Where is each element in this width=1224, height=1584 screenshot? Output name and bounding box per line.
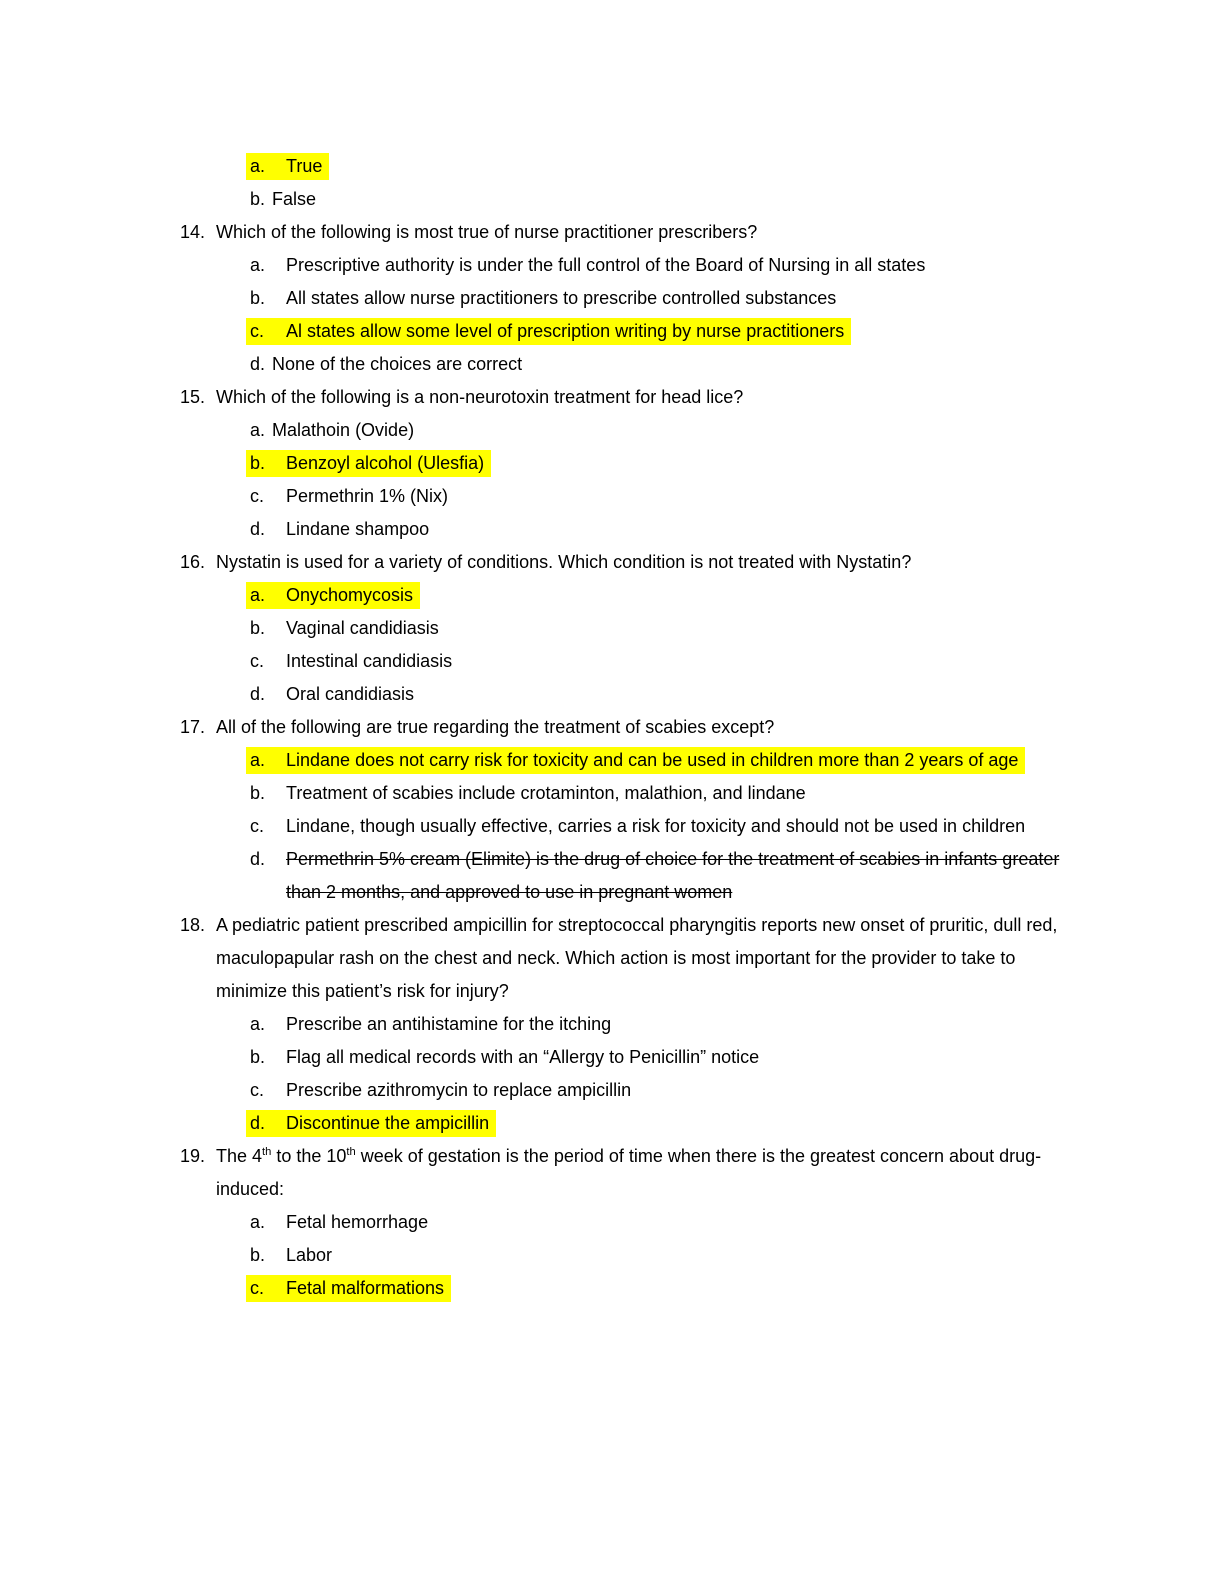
option-letter: a. [250, 585, 266, 605]
superscript-text: th [346, 1146, 356, 1158]
answer-inner [250, 618, 439, 638]
option-letter: b. [250, 453, 266, 473]
option-letter: b. [250, 618, 266, 638]
question-block [180, 381, 1060, 546]
question-text-segment: to the 10 [271, 1146, 347, 1166]
answer-option [250, 843, 1060, 909]
question-text-segment: The 4 [216, 1146, 263, 1166]
options-list [250, 1008, 1060, 1140]
question-number: 16. [180, 552, 206, 572]
answer-option [250, 1239, 1060, 1272]
option-text: Fetal hemorrhage [286, 1212, 429, 1232]
answer-inner [250, 1014, 611, 1034]
option-letter: d. [250, 1113, 266, 1133]
option-letter: a. [250, 1212, 266, 1232]
answer-inner [250, 1245, 332, 1265]
answer-option [250, 348, 1060, 381]
question-line [180, 711, 1060, 744]
answer-option [250, 579, 1060, 612]
answer-inner [250, 354, 522, 374]
question-text [216, 216, 1060, 249]
option-text: None of the choices are correct [272, 354, 523, 374]
option-text: Prescribe an antihistamine for the itching [286, 1014, 612, 1034]
question-block [180, 1140, 1060, 1305]
answer-inner [250, 783, 806, 803]
answer-inner [250, 189, 316, 209]
answer-inner [250, 1212, 428, 1232]
option-letter: d. [250, 684, 266, 704]
answer-inner [250, 684, 414, 704]
question-line [180, 909, 1060, 1008]
answer-option [250, 1107, 1060, 1140]
option-text: Treatment of scabies include crotaminton, malathion, and lindane [286, 783, 806, 803]
question-line [180, 1140, 1060, 1206]
answer-inner [250, 651, 452, 671]
options-list [250, 1206, 1060, 1305]
option-letter: d. [250, 354, 266, 374]
answer-option [250, 282, 1060, 315]
answer-inner [250, 255, 925, 275]
option-letter: c. [250, 486, 265, 506]
option-text: Benzoyl alcohol (Ulesfia) [286, 453, 485, 473]
answer-option [250, 480, 1060, 513]
option-text: Intestinal candidiasis [286, 651, 453, 671]
option-letter: c. [250, 321, 265, 341]
question-block [180, 546, 1060, 711]
answer-option [250, 777, 1060, 810]
answer-option [250, 447, 1060, 480]
question-line [180, 381, 1060, 414]
option-text: False [272, 189, 317, 209]
answer-inner [250, 288, 836, 308]
answer-inner [250, 1080, 631, 1100]
answer-option [250, 678, 1060, 711]
options-list [250, 414, 1060, 546]
answer-option [250, 414, 1060, 447]
question-text-segment: week of gestation is the period of time when there is the greatest concern about drug-induced: [216, 1146, 1042, 1199]
highlighted-answer [246, 153, 329, 180]
option-letter: c. [250, 1080, 265, 1100]
answer-option [250, 1008, 1060, 1041]
question-number: 19. [180, 1146, 206, 1166]
option-text: Fetal malformations [286, 1278, 445, 1298]
question-block [180, 216, 1060, 381]
question-text [216, 381, 1060, 414]
highlighted-answer [246, 747, 1025, 774]
question-line [180, 546, 1060, 579]
options-list [250, 579, 1060, 711]
option-letter: a. [250, 1014, 266, 1034]
question-number: 18. [180, 915, 206, 935]
option-text: Oral candidiasis [286, 684, 415, 704]
question-text-segment: A pediatric patient prescribed ampicillin for streptococcal pharyngitis reports new onset of pruritic, dull red, maculopapular rash on the chest and neck. Which action is most important for the provider to take to minimize this patient’s risk for injury? [216, 915, 1058, 1001]
option-letter: a. [250, 750, 266, 770]
option-text: Malathoin (Ovide) [272, 420, 415, 440]
answer-option [250, 1041, 1060, 1074]
option-letter: b. [250, 288, 266, 308]
option-letter: c. [250, 816, 265, 836]
option-letter: d. [250, 849, 266, 869]
option-letter: a. [250, 156, 266, 176]
highlighted-answer [246, 1275, 451, 1302]
answer-option [250, 183, 1060, 216]
question-number: 15. [180, 387, 206, 407]
option-text: Vaginal candidiasis [286, 618, 439, 638]
option-text: Prescriptive authority is under the full control of the Board of Nursing in all states [286, 255, 926, 275]
option-letter: b. [250, 189, 266, 209]
question-block [180, 711, 1060, 909]
answer-option [250, 249, 1060, 282]
answer-option [250, 150, 1060, 183]
question-text-segment: All of the following are true regarding the treatment of scabies except? [216, 717, 775, 737]
option-letter: a. [250, 255, 266, 275]
options-list [250, 150, 1060, 216]
question-text [216, 711, 1060, 744]
answer-option [250, 645, 1060, 678]
answer-option [250, 1272, 1060, 1305]
option-letter: b. [250, 1047, 266, 1067]
answer-option [250, 513, 1060, 546]
option-text: Flag all medical records with an “Allergy to Penicillin” notice [286, 1047, 760, 1067]
highlighted-answer [246, 582, 420, 609]
option-letter: d. [250, 519, 266, 539]
question-block [180, 909, 1060, 1140]
answer-option [250, 1206, 1060, 1239]
question-number: 17. [180, 717, 206, 737]
option-text: Labor [286, 1245, 333, 1265]
answer-inner [250, 816, 1025, 836]
question-text-segment: Which of the following is most true of nurse practitioner prescribers? [216, 222, 758, 242]
question-text [216, 909, 1060, 1008]
option-letter: b. [250, 783, 266, 803]
answer-option [250, 810, 1060, 843]
option-text: Al states allow some level of prescription writing by nurse practitioners [286, 321, 845, 341]
option-letter: a. [250, 420, 266, 440]
answer-option [250, 612, 1060, 645]
option-text: Lindane, though usually effective, carries a risk for toxicity and should not be used in children [286, 816, 1026, 836]
answer-option [250, 315, 1060, 348]
option-text: Lindane shampoo [286, 519, 430, 539]
answer-inner [250, 420, 414, 440]
questions-list [180, 150, 1060, 1305]
highlighted-answer [246, 450, 491, 477]
question-line [180, 216, 1060, 249]
option-letter: b. [250, 1245, 266, 1265]
option-letter: c. [250, 651, 265, 671]
option-letter: c. [250, 1278, 265, 1298]
answer-inner [250, 849, 1059, 902]
question-text-segment: Which of the following is a non-neurotoxin treatment for head lice? [216, 387, 744, 407]
superscript-text: th [262, 1146, 272, 1158]
answer-inner [250, 519, 429, 539]
option-text: Lindane does not carry risk for toxicity and can be used in children more than 2 years of age [286, 750, 1019, 770]
highlighted-answer [246, 318, 851, 345]
answer-option [250, 1074, 1060, 1107]
question-text [216, 546, 1060, 579]
strikethrough-option-text: Permethrin 5% cream (Elimite) is the drug of choice for the treatment of scabies in infants greater than 2 months, and approved to use in pregnant women [286, 849, 1060, 902]
question-text [216, 1140, 1060, 1206]
option-text: True [286, 156, 323, 176]
option-text: Onychomycosis [286, 585, 414, 605]
question-block [180, 150, 1060, 216]
highlighted-answer [246, 1110, 496, 1137]
answer-option [250, 744, 1060, 777]
answer-inner [250, 486, 448, 506]
question-text-segment: Nystatin is used for a variety of conditions. Which condition is not treated with Nystatin? [216, 552, 912, 572]
option-text: Discontinue the ampicillin [286, 1113, 490, 1133]
option-text: All states allow nurse practitioners to prescribe controlled substances [286, 288, 837, 308]
option-text: Permethrin 1% (Nix) [286, 486, 449, 506]
options-list [250, 744, 1060, 909]
question-number: 14. [180, 222, 206, 242]
option-text: Prescribe azithromycin to replace ampicillin [286, 1080, 632, 1100]
answer-inner [250, 1047, 759, 1067]
options-list [250, 249, 1060, 381]
